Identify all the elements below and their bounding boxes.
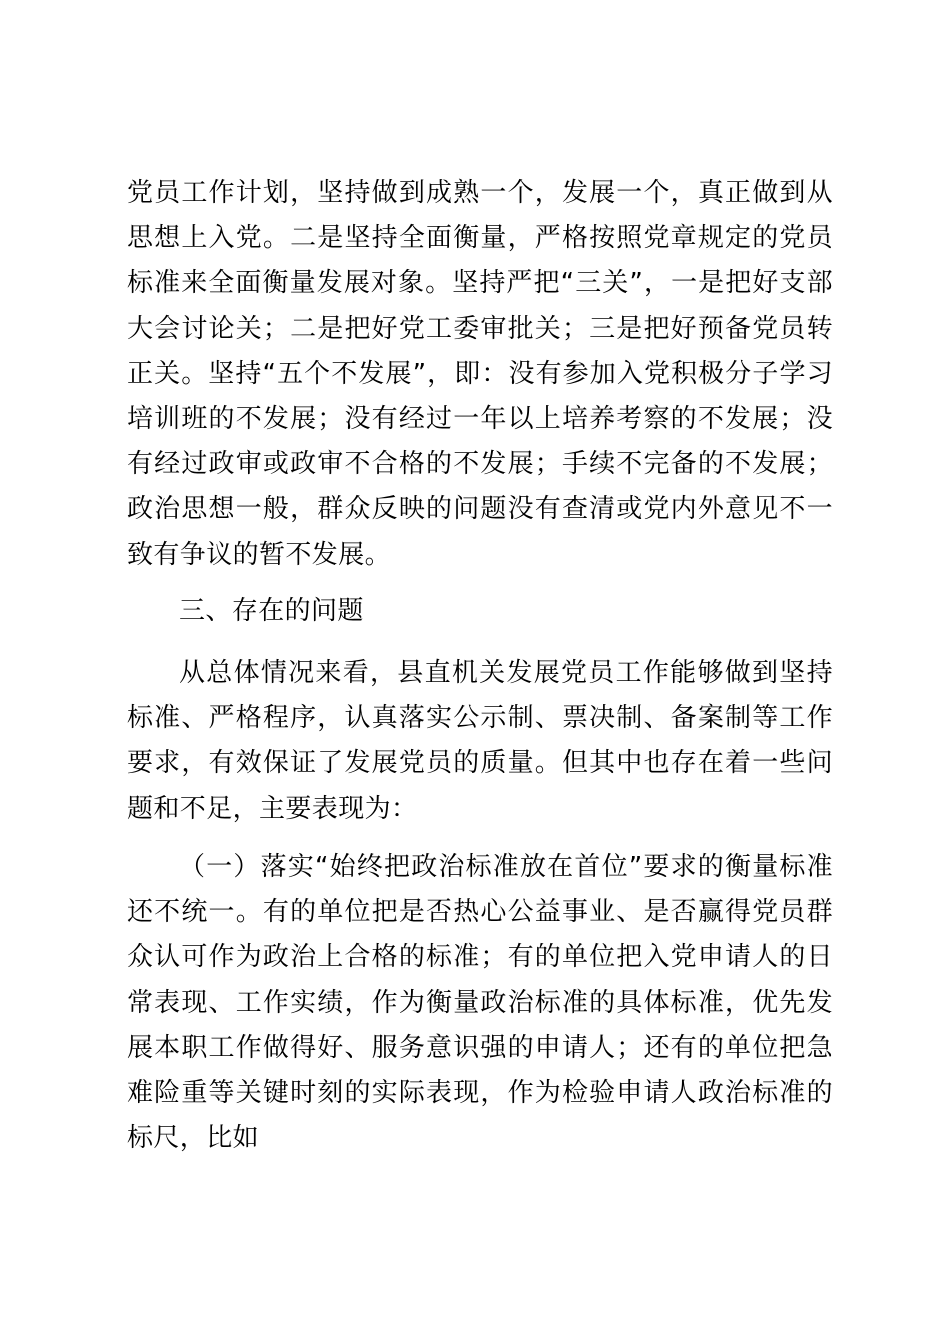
- body-paragraph-problem-one: （一）落实“始终把政治标准放在首位”要求的衡量标准还不统一。有的单位把是否热心公益事业、是否赢得党员群众认可作为政治上合格的标准；有的单位把入党申请人的日常表现、工作实绩，作为衡量政治标准的具体标准，优先发展本职工作做得好、服务意识强的申请人；还有的单位把急难险重等关键时刻的实际表现，作为检验申请人政治标准的标尺，比如: [127, 852, 833, 1154]
- section-heading: 三、存在的问题: [179, 596, 364, 626]
- body-paragraph-continued: 党员工作计划，坚持做到成熟一个，发展一个，真正做到从思想上入党。二是坚持全面衡量，严格按照党章规定的党员标准来全面衡量发展对象。坚持严把“三关”，一是把好支部大会讨论关；二是把好党工委审批关；三是把好预备党员转正关。坚持“五个不发展”，即：没有参加入党积极分子学习培训班的不发展；没有经过一年以上培养考察的不发展；没有经过政审或政审不合格的不发展；手续不完备的不发展；政治思想一般，群众反映的问题没有查清或党内外意见不一致有争议的暂不发展。: [127, 178, 833, 570]
- body-paragraph-overview: 从总体情况来看，县直机关发展党员工作能够做到坚持标准、严格程序，认真落实公示制、票决制、备案制等工作要求，有效保证了发展党员的质量。但其中也存在着一些问题和不足，主要表现为：: [127, 658, 833, 824]
